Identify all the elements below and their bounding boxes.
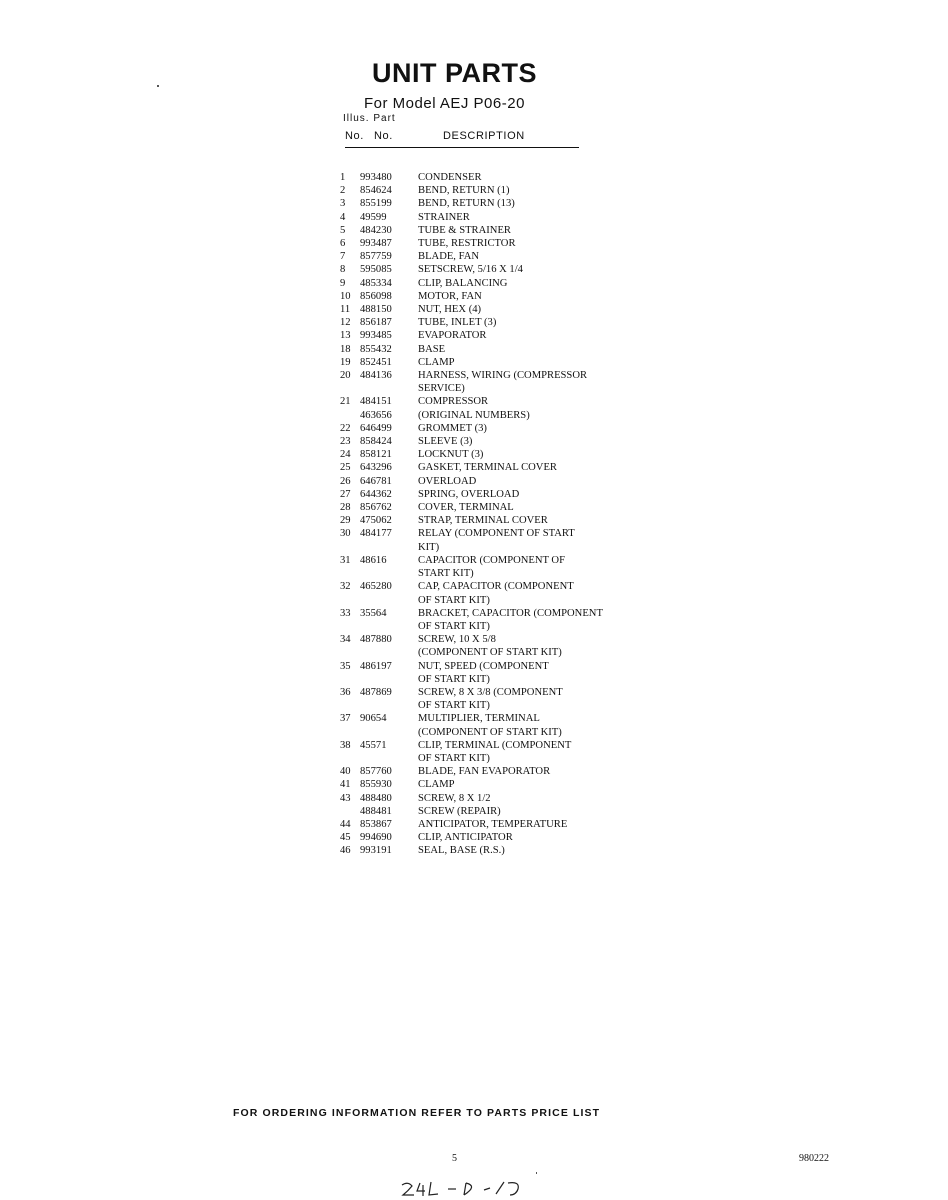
part-row bbox=[340, 805, 640, 818]
part-description: SCREW, 8 X 1/2 bbox=[418, 792, 491, 804]
illus-number bbox=[340, 409, 360, 422]
illus-number: 22 bbox=[340, 422, 351, 434]
illus-number: 31 bbox=[340, 554, 351, 566]
model-subtitle: For Model AEJ P06-20 bbox=[364, 95, 525, 112]
part-description-continued: OF START KIT) bbox=[418, 700, 490, 712]
part-number: 486197 bbox=[360, 660, 392, 672]
part-description: CLAMP bbox=[418, 356, 455, 368]
part-row bbox=[340, 765, 640, 778]
part-row bbox=[340, 686, 640, 699]
part-description-continued: (COMPONENT OF START KIT) bbox=[418, 647, 562, 659]
illus-number: 41 bbox=[340, 779, 351, 791]
part-description: TUBE, RESTRICTOR bbox=[418, 238, 516, 250]
part-number: 488480 bbox=[360, 792, 392, 804]
illus-number: 11 bbox=[340, 304, 351, 316]
part-description: CLIP, BALANCING bbox=[418, 277, 508, 289]
column-header-part-no: No. bbox=[374, 130, 393, 142]
part-row bbox=[340, 184, 640, 197]
illus-number: 34 bbox=[340, 634, 351, 646]
part-number: 45571 bbox=[360, 739, 387, 751]
handwritten-annotation bbox=[400, 1179, 530, 1199]
part-row bbox=[340, 356, 640, 369]
part-number: 488481 bbox=[360, 805, 392, 817]
part-row bbox=[340, 475, 640, 488]
part-number: 858121 bbox=[360, 449, 392, 461]
illus-number: 18 bbox=[340, 343, 351, 355]
part-row bbox=[340, 435, 640, 448]
part-row bbox=[340, 395, 640, 408]
part-row bbox=[340, 211, 640, 224]
part-description: TUBE, INLET (3) bbox=[418, 317, 497, 329]
part-row bbox=[340, 831, 640, 844]
illus-number: 44 bbox=[340, 818, 351, 830]
part-number: 646499 bbox=[360, 422, 392, 434]
part-row bbox=[340, 197, 640, 210]
scan-speck bbox=[157, 85, 159, 87]
illus-number: 19 bbox=[340, 356, 351, 368]
part-number: 595085 bbox=[360, 264, 392, 276]
part-description: SEAL, BASE (R.S.) bbox=[418, 845, 505, 857]
column-header-illus-part: Illus. Part bbox=[343, 113, 396, 124]
part-row bbox=[340, 448, 640, 461]
part-row bbox=[340, 369, 640, 382]
part-row bbox=[340, 316, 640, 329]
part-row bbox=[340, 712, 640, 725]
part-description: SPRING, OVERLOAD bbox=[418, 488, 520, 500]
part-description: SLEEVE (3) bbox=[418, 436, 473, 448]
part-description: COVER, TERMINAL bbox=[418, 502, 514, 514]
illus-number: 23 bbox=[340, 436, 351, 448]
part-row bbox=[340, 290, 640, 303]
illus-number: 28 bbox=[340, 502, 351, 514]
illus-number: 5 bbox=[340, 224, 346, 236]
part-row bbox=[340, 844, 640, 857]
part-row bbox=[340, 250, 640, 263]
illus-number: 35 bbox=[340, 660, 351, 672]
illus-number: 20 bbox=[340, 370, 351, 382]
illus-number: 21 bbox=[340, 396, 351, 408]
part-description: SCREW (REPAIR) bbox=[418, 805, 501, 817]
part-description: LOCKNUT (3) bbox=[418, 449, 484, 461]
part-row bbox=[340, 329, 640, 342]
illus-number: 46 bbox=[340, 845, 351, 857]
part-description-continued: OF START KIT) bbox=[418, 752, 490, 764]
part-row bbox=[340, 554, 640, 567]
part-description: NUT, HEX (4) bbox=[418, 304, 482, 316]
part-row bbox=[340, 660, 640, 673]
part-number: 856187 bbox=[360, 317, 392, 329]
part-row bbox=[340, 580, 640, 593]
part-number: 856098 bbox=[360, 290, 392, 302]
part-number: 484177 bbox=[360, 528, 392, 540]
part-number: 856762 bbox=[360, 502, 392, 514]
illus-number: 25 bbox=[340, 462, 351, 474]
document-code: 980222 bbox=[799, 1153, 829, 1164]
part-number: 646781 bbox=[360, 475, 392, 487]
part-number: 853867 bbox=[360, 818, 392, 830]
part-number: 857760 bbox=[360, 766, 392, 778]
part-number: 993485 bbox=[360, 330, 392, 342]
part-number: 857759 bbox=[360, 251, 392, 263]
part-description: SCREW, 10 X 5/8 bbox=[418, 634, 496, 646]
illus-number: 30 bbox=[340, 528, 351, 540]
part-row bbox=[340, 501, 640, 514]
part-number: 993487 bbox=[360, 238, 392, 250]
illus-number: 10 bbox=[340, 290, 351, 302]
illus-number: 4 bbox=[340, 211, 346, 223]
part-row bbox=[340, 461, 640, 474]
part-description: COMPRESSOR bbox=[418, 396, 489, 408]
part-number: 854624 bbox=[360, 185, 392, 197]
part-description: CLIP, ANTICIPATOR bbox=[418, 832, 513, 844]
part-description: BLADE, FAN EVAPORATOR bbox=[418, 766, 551, 778]
part-number: 993480 bbox=[360, 172, 392, 183]
part-number: 855432 bbox=[360, 343, 392, 355]
part-description: OVERLOAD bbox=[418, 475, 477, 487]
part-number: 485334 bbox=[360, 277, 392, 289]
part-row bbox=[340, 792, 640, 805]
illus-number: 33 bbox=[340, 607, 351, 619]
part-number: 35564 bbox=[360, 607, 387, 619]
part-number: 643296 bbox=[360, 462, 392, 474]
part-description: CONDENSER bbox=[418, 172, 482, 183]
illus-number: 12 bbox=[340, 317, 351, 329]
part-description: MOTOR, FAN bbox=[418, 290, 482, 302]
part-row bbox=[340, 633, 640, 646]
part-number: 994690 bbox=[360, 832, 392, 844]
column-header-row bbox=[345, 131, 579, 148]
part-number: 855199 bbox=[360, 198, 392, 210]
illus-number: 37 bbox=[340, 713, 351, 725]
illus-number: 6 bbox=[340, 238, 346, 250]
column-header-illus-no: No. bbox=[345, 130, 364, 142]
part-description: BASE bbox=[418, 343, 446, 355]
part-number: 90654 bbox=[360, 713, 387, 725]
part-row bbox=[340, 343, 640, 356]
ordering-note: FOR ORDERING INFORMATION REFER TO PARTS PRICE LIST bbox=[233, 1107, 601, 1119]
page-number: 5 bbox=[452, 1153, 457, 1164]
part-description: BEND, RETURN (1) bbox=[418, 185, 510, 197]
part-row bbox=[340, 422, 640, 435]
part-row bbox=[340, 303, 640, 316]
part-description-continued: OF START KIT) bbox=[418, 620, 490, 632]
part-number: 488150 bbox=[360, 304, 392, 316]
column-header-description: DESCRIPTION bbox=[443, 130, 525, 142]
part-description: (ORIGINAL NUMBERS) bbox=[418, 409, 530, 421]
part-row bbox=[340, 778, 640, 791]
part-description: STRAP, TERMINAL COVER bbox=[418, 515, 548, 527]
part-description-continued: SERVICE) bbox=[418, 383, 465, 395]
illus-number: 40 bbox=[340, 766, 351, 778]
part-description: CLAMP bbox=[418, 779, 455, 791]
part-description: NUT, SPEED (COMPONENT bbox=[418, 660, 549, 672]
scan-speck bbox=[536, 1172, 537, 1174]
part-number: 644362 bbox=[360, 488, 392, 500]
part-description: MULTIPLIER, TERMINAL bbox=[418, 713, 540, 725]
part-description: SCREW, 8 X 3/8 (COMPONENT bbox=[418, 686, 563, 698]
part-number: 487880 bbox=[360, 634, 392, 646]
part-description: RELAY (COMPONENT OF START bbox=[418, 528, 575, 540]
part-description: CLIP, TERMINAL (COMPONENT bbox=[418, 739, 572, 751]
part-row bbox=[340, 409, 640, 422]
part-row bbox=[340, 739, 640, 752]
illus-number: 7 bbox=[340, 251, 346, 263]
part-number: 475062 bbox=[360, 515, 392, 527]
illus-number: 38 bbox=[340, 739, 351, 751]
illus-number: 9 bbox=[340, 277, 346, 289]
part-number: 484151 bbox=[360, 396, 392, 408]
illus-number: 26 bbox=[340, 475, 351, 487]
part-description-continued: OF START KIT) bbox=[418, 594, 490, 606]
illus-number: 24 bbox=[340, 449, 351, 461]
part-row bbox=[340, 171, 640, 184]
part-row bbox=[340, 237, 640, 250]
part-description-continued: START KIT) bbox=[418, 568, 474, 580]
part-number: 49599 bbox=[360, 211, 387, 223]
part-number: 858424 bbox=[360, 436, 392, 448]
part-description: HARNESS, WIRING (COMPRESSOR bbox=[418, 370, 588, 382]
illus-number: 29 bbox=[340, 515, 351, 527]
illus-number: 36 bbox=[340, 686, 351, 698]
part-row bbox=[340, 818, 640, 831]
part-number: 855930 bbox=[360, 779, 392, 791]
part-description-continued: OF START KIT) bbox=[418, 673, 490, 685]
part-row bbox=[340, 527, 640, 540]
part-number: 484230 bbox=[360, 224, 392, 236]
part-description: CAP, CAPACITOR (COMPONENT bbox=[418, 581, 574, 593]
part-description: ANTICIPATOR, TEMPERATURE bbox=[418, 818, 568, 830]
illus-number: 32 bbox=[340, 581, 351, 593]
part-description: SETSCREW, 5/16 X 1/4 bbox=[418, 264, 523, 276]
part-row bbox=[340, 263, 640, 276]
part-description: EVAPORATOR bbox=[418, 330, 487, 342]
part-number: 487869 bbox=[360, 686, 392, 698]
part-number: 48616 bbox=[360, 554, 387, 566]
parts-list bbox=[340, 171, 640, 858]
illus-number bbox=[340, 805, 360, 818]
part-number: 993191 bbox=[360, 845, 392, 857]
illus-number: 27 bbox=[340, 488, 351, 500]
part-description: STRAINER bbox=[418, 211, 470, 223]
part-row bbox=[340, 277, 640, 290]
part-description-continued: (COMPONENT OF START KIT) bbox=[418, 726, 562, 738]
part-number: 852451 bbox=[360, 356, 392, 368]
part-number: 484136 bbox=[360, 370, 392, 382]
part-row bbox=[340, 607, 640, 620]
illus-number: 13 bbox=[340, 330, 351, 342]
part-description: GASKET, TERMINAL COVER bbox=[418, 462, 557, 474]
illus-number: 2 bbox=[340, 185, 346, 197]
part-row bbox=[340, 224, 640, 237]
part-number: 465280 bbox=[360, 581, 392, 593]
part-description: BRACKET, CAPACITOR (COMPONENT bbox=[418, 607, 603, 619]
part-row bbox=[340, 488, 640, 501]
part-description: CAPACITOR (COMPONENT OF bbox=[418, 554, 565, 566]
part-description-continued: KIT) bbox=[418, 541, 440, 553]
illus-number: 1 bbox=[340, 172, 346, 183]
part-number: 463656 bbox=[360, 409, 392, 421]
illus-number: 45 bbox=[340, 832, 351, 844]
part-description: BEND, RETURN (13) bbox=[418, 198, 515, 210]
illus-number: 43 bbox=[340, 792, 351, 804]
part-row bbox=[340, 514, 640, 527]
page-title: UNIT PARTS bbox=[372, 58, 537, 88]
illus-number: 8 bbox=[340, 264, 346, 276]
illus-number: 3 bbox=[340, 198, 346, 210]
part-description: TUBE & STRAINER bbox=[418, 224, 511, 236]
part-description: BLADE, FAN bbox=[418, 251, 480, 263]
part-description: GROMMET (3) bbox=[418, 422, 487, 434]
